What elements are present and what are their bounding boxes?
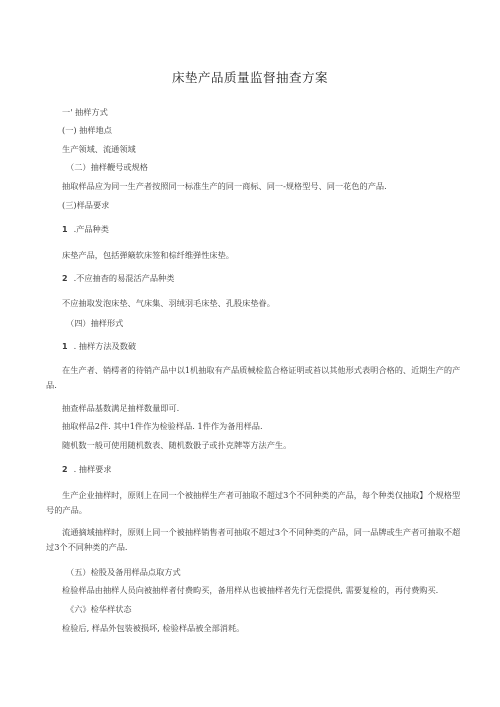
paragraph: 抽查样品基数满足抽样数量即可. — [62, 403, 180, 413]
paragraph: 抽取样品应为同一生产者按照同一标准生产的同一商标、同一-规格型号、同一花色的产品. — [62, 181, 387, 191]
item-heading-text: . 抽样要求 — [73, 464, 112, 474]
subsection-heading: （五）检股及备用样品点取方式 — [66, 567, 181, 577]
item-number: 2 — [62, 465, 68, 474]
item-heading-text: .不应抽杳的易混活产品种类 — [73, 273, 175, 283]
paragraph: 床垫产品，包括弹簸软床签和棕纤维弹性床垫。 — [62, 250, 234, 260]
paragraph: 检验后, 样品外包装被损坏, 检验样品被全部消耗。 — [62, 623, 245, 633]
section-heading-1: 一' 抽样方式 — [62, 107, 108, 117]
document-title: 床垫产品质量监督抽查方案 — [171, 70, 328, 85]
numbered-heading — [62, 273, 174, 284]
paragraph: 抽取样品2件. 其中1件作为检验样品. 1件作为备用样品. — [62, 421, 263, 431]
numbered-heading — [62, 224, 109, 235]
paragraph: 生产企业抽样时，原则上在同一个被抽样生产者可抽取不超过3个不同种类的产品，每个种类仅抽取】个规格型号的产品。 — [46, 490, 461, 515]
item-heading-text: . 抽样方法及数破 — [73, 341, 137, 351]
item-number: 1 — [62, 342, 68, 351]
paragraph: 检验样品由抽样人员向被抽样者付费畇买，备用样从也被抽样者先行无偿提供, 需要复检的，再付费购买. — [62, 585, 439, 595]
paragraph: 在生产者、销樗者的待销产品中以1机抽取有产品质械检监合格证明或苔以其他形式表明合格的、近期生产的产品. — [46, 365, 461, 390]
subsection-heading: （二）抽样鞭号或规格 — [66, 162, 148, 172]
paragraph: 不应抽取发泡床垫、气床集、羽绒羽毛床垫、孔股床垫眷。 — [62, 298, 275, 308]
subsection-heading: 《六》检华样状态 — [66, 604, 132, 614]
numbered-heading — [62, 464, 112, 475]
numbered-heading — [62, 341, 136, 352]
item-heading-text: .产品种类 — [73, 224, 109, 234]
item-number: 2 — [62, 274, 68, 283]
subsection-heading: (一) 抽样地点 — [62, 125, 112, 135]
paragraph: 流通摘域抽样时，原则上同一个被抽样销售者可抽取不超过3个不同种类的产品，同一品牌或生产者可抽取不超过3个不同种类的产品. — [46, 527, 461, 552]
item-number: 1 — [62, 225, 68, 234]
paragraph: 随机数一般可使用随机数表、随机数骰子或扑克牌等方法产生。 — [62, 440, 292, 450]
paragraph: 生产领域、流通领域 — [62, 144, 136, 154]
subsection-heading: (三)样品要求 — [62, 200, 110, 210]
subsection-heading: （四）抽样形式 — [66, 318, 124, 328]
